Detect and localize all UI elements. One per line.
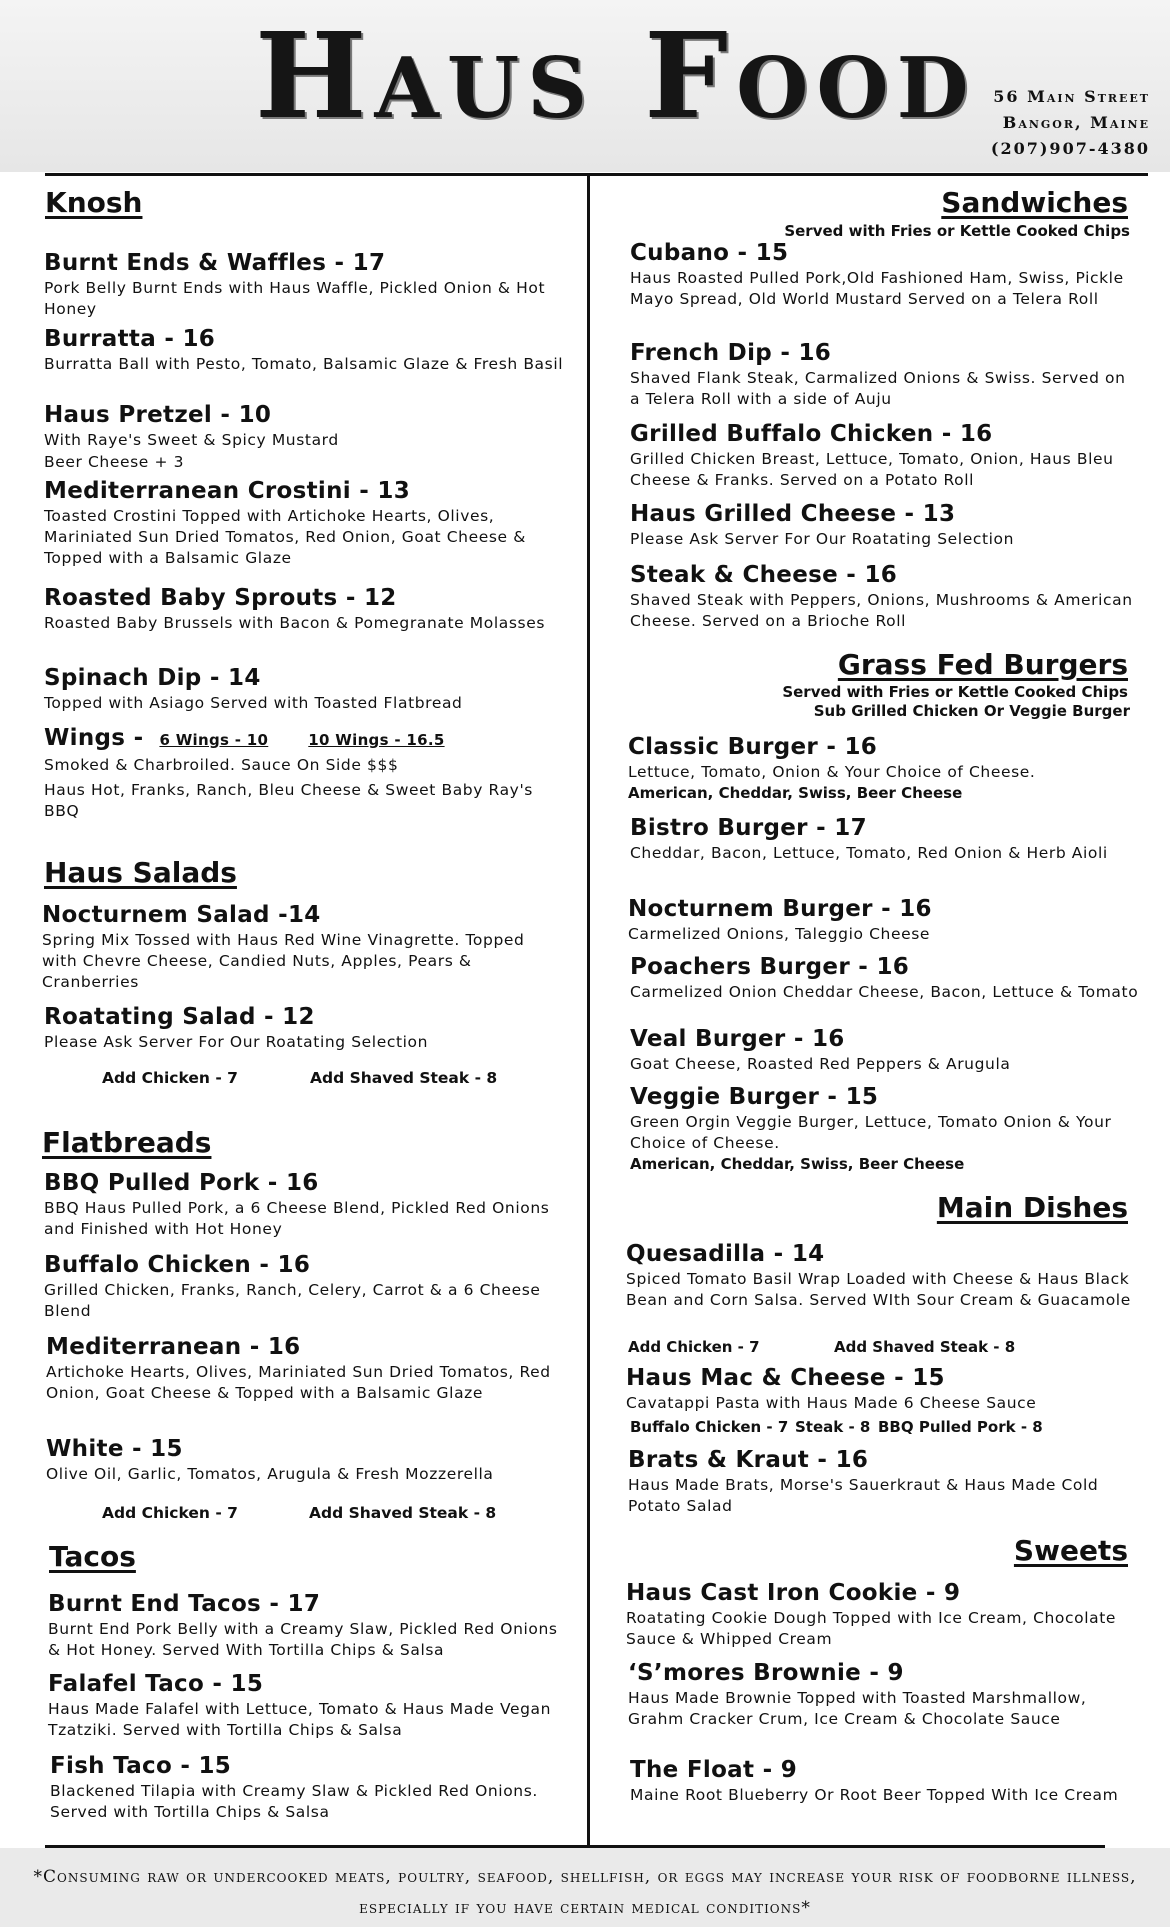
item-name: Veggie Burger - 15 — [630, 1084, 879, 1110]
item-description: Grilled Chicken, Franks, Ranch, Celery, Carrot & a 6 Cheese Blend — [44, 1281, 541, 1320]
menu-item — [626, 1364, 1140, 1414]
section-title-tacos: Tacos — [49, 1540, 136, 1573]
item-name: Nocturnem Burger - 16 — [628, 896, 932, 922]
item-description: Burratta Ball with Pesto, Tomato, Balsamic Glaze & Fresh Basil — [44, 355, 564, 373]
address-city: Bangor, Maine — [1002, 113, 1150, 132]
menu-item — [630, 239, 1140, 310]
item-description: Olive Oil, Garlic, Tomatos, Arugula & Fresh Mozzerella — [46, 1465, 494, 1483]
item-name: Cubano - 15 — [630, 240, 789, 266]
menu-item — [630, 1756, 1140, 1806]
addon-steak: Steak - 8 — [795, 1418, 871, 1436]
address-street: 56 Main Street — [993, 87, 1150, 106]
item-description: Carmelized Onion Cheddar Cheese, Bacon, Lettuce & Tomato — [630, 983, 1139, 1001]
item-description: Pork Belly Burnt Ends with Haus Waffle, Pickled Onion & Hot Honey — [44, 279, 546, 318]
wings-option-6: 6 Wings - 10 — [159, 731, 269, 749]
menu-item — [628, 733, 1140, 803]
item-name: BBQ Pulled Pork - 16 — [44, 1170, 319, 1196]
wings-option-10: 10 Wings - 16.5 — [308, 731, 445, 749]
menu-item — [630, 953, 1140, 1003]
item-cheese-options: American, Cheddar, Swiss, Beer Cheese — [630, 1155, 965, 1173]
restaurant-address — [991, 84, 1150, 162]
item-description: Spiced Tomato Basil Wrap Loaded with Cheese & Haus Black Bean and Corn Salsa. Served WIth Sour Cream & Guacamole — [626, 1270, 1131, 1309]
item-description: Carmelized Onions, Taleggio Cheese — [628, 925, 931, 943]
item-name: Haus Grilled Cheese - 13 — [630, 501, 956, 527]
burgers-sub-option: Sub Grilled Chicken Or Veggie Burger — [813, 702, 1130, 720]
address-phone: (207)907-4380 — [990, 139, 1150, 158]
menu-item — [44, 325, 564, 375]
menu-item — [44, 1003, 564, 1053]
item-description: Blackened Tilapia with Creamy Slaw & Pickled Red Onions. Served with Tortilla Chips & Salsa — [50, 1782, 538, 1821]
item-description: Please Ask Server For Our Roatating Selection — [44, 1033, 429, 1051]
menu-item — [44, 664, 564, 714]
menu-item — [628, 1446, 1140, 1517]
menu-item — [44, 401, 564, 473]
menu-header — [0, 0, 1170, 172]
item-name: Haus Mac & Cheese - 15 — [626, 1365, 945, 1391]
item-name: Wings - — [44, 725, 144, 751]
menu-item — [48, 1590, 564, 1661]
item-name: Haus Pretzel - 10 — [44, 402, 272, 428]
item-description: Spring Mix Tossed with Haus Red Wine Vinagrette. Topped with Chevre Cheese, Candied Nuts, Apples, Pears & Cranberries — [42, 931, 525, 991]
menu-item — [630, 339, 1140, 410]
menu-item-wings — [44, 724, 564, 822]
menu-item — [44, 1169, 564, 1240]
item-description: Burnt End Pork Belly with a Creamy Slaw, Pickled Red Onions & Hot Honey. Served With Tortilla Chips & Salsa — [48, 1620, 558, 1659]
item-description: Goat Cheese, Roasted Red Peppers & Arugula — [630, 1055, 1011, 1073]
menu-item — [630, 420, 1140, 491]
item-description: Maine Root Blueberry Or Root Beer Topped With Ice Cream — [630, 1786, 1119, 1804]
item-description: Shaved Steak with Peppers, Onions, Mushrooms & American Cheese. Served on a Brioche Roll — [630, 591, 1133, 630]
item-description: Toasted Crostini Topped with Artichoke Hearts, Olives, Mariniated Sun Dried Tomatos, Red Onion, Goat Cheese & Topped with a Balsamic Glaze — [44, 507, 526, 567]
item-description: Grilled Chicken Breast, Lettuce, Tomato, Onion, Haus Bleu Cheese & Franks. Served on a Potato Roll — [630, 450, 1114, 489]
item-description: Haus Made Falafel with Lettuce, Tomato & Haus Made Vegan Tzatziki. Served with Tortilla Chips & Salsa — [48, 1700, 552, 1739]
sandwiches-subtitle: Served with Fries or Kettle Cooked Chips — [784, 222, 1130, 240]
item-name: Veal Burger - 16 — [630, 1026, 845, 1052]
menu-item — [44, 584, 564, 634]
item-name: Steak & Cheese - 16 — [630, 562, 898, 588]
item-name: Burnt Ends & Waffles - 17 — [44, 250, 386, 276]
item-name: Roasted Baby Sprouts - 12 — [44, 585, 397, 611]
item-name: Grilled Buffalo Chicken - 16 — [630, 421, 993, 447]
item-name: Roatating Salad - 12 — [44, 1004, 315, 1030]
item-name: Mediterranean - 16 — [46, 1334, 301, 1360]
addon-chicken: Add Chicken - 7 — [102, 1504, 238, 1522]
addon-bbq-pork: BBQ Pulled Pork - 8 — [878, 1418, 1043, 1436]
item-description: BBQ Haus Pulled Pork, a 6 Cheese Blend, Pickled Red Onions and Finished with Hot Honey — [44, 1199, 550, 1238]
item-description: Haus Made Brats, Morse's Sauerkraut & Haus Made Cold Potato Salad — [628, 1476, 1099, 1515]
item-name: Brats & Kraut - 16 — [628, 1447, 869, 1473]
item-name: Burratta - 16 — [44, 326, 216, 352]
section-title-flatbreads: Flatbreads — [42, 1126, 212, 1159]
item-name: Nocturnem Salad -14 — [42, 902, 321, 928]
section-title-knosh: Knosh — [45, 186, 143, 219]
item-addon: Beer Cheese + 3 — [44, 453, 185, 471]
item-name: Buffalo Chicken - 16 — [44, 1252, 311, 1278]
footer — [0, 1848, 1170, 1927]
menu-item — [46, 1435, 564, 1485]
menu-item — [44, 249, 564, 320]
item-description: Artichoke Hearts, Olives, Mariniated Sun Dried Tomatos, Red Onion, Goat Cheese & Topped with a Balsamic Glaze — [46, 1363, 551, 1402]
disclaimer-line-2: especially if you have certain medical conditions* — [359, 1898, 811, 1918]
item-description: Cheddar, Bacon, Lettuce, Tomato, Red Onion & Herb Aioli — [630, 844, 1108, 862]
item-description: Shaved Flank Steak, Carmalized Onions & Swiss. Served on a Telera Roll with a side of Auju — [630, 369, 1126, 408]
menu-item — [44, 1251, 564, 1322]
addon-chicken: Add Chicken - 7 — [102, 1069, 238, 1087]
header-divider — [45, 173, 1148, 176]
section-title-salads: Haus Salads — [44, 856, 237, 889]
menu-item — [46, 1333, 564, 1404]
item-name: Poachers Burger - 16 — [630, 954, 910, 980]
item-name: Burnt End Tacos - 17 — [48, 1591, 321, 1617]
menu-item — [630, 500, 1140, 550]
menu-item — [630, 814, 1140, 864]
item-description: Please Ask Server For Our Roatating Selection — [630, 530, 1015, 548]
item-description: Haus Roasted Pulled Pork,Old Fashioned Ham, Swiss, Pickle Mayo Spread, Old World Mustard Served on a Telera Roll — [630, 269, 1124, 308]
menu-item — [48, 1670, 564, 1741]
item-name: ‘S’mores Brownie - 9 — [628, 1660, 904, 1686]
item-description: Green Orgin Veggie Burger, Lettuce, Tomato Onion & Your Choice of Cheese. — [630, 1113, 1112, 1152]
item-description: Lettuce, Tomato, Onion & Your Choice of Cheese. — [628, 763, 1036, 781]
addon-steak: Add Shaved Steak - 8 — [309, 1504, 497, 1522]
item-description: Roatating Cookie Dough Topped with Ice Cream, Chocolate Sauce & Whipped Cream — [626, 1609, 1117, 1648]
menu-item — [628, 895, 1140, 945]
menu-item — [630, 1083, 1140, 1174]
item-name: Quesadilla - 14 — [626, 1241, 825, 1267]
menu-item — [630, 561, 1140, 632]
item-name: French Dip - 16 — [630, 340, 832, 366]
item-description: Smoked & Charbroiled. Sauce On Side $$$ — [44, 756, 399, 774]
addon-chicken: Add Chicken - 7 — [628, 1338, 760, 1356]
item-name: Falafel Taco - 15 — [48, 1671, 264, 1697]
addon-steak: Add Shaved Steak - 8 — [310, 1069, 498, 1087]
item-cheese-options: American, Cheddar, Swiss, Beer Cheese — [628, 784, 963, 802]
item-name: Fish Taco - 15 — [50, 1753, 232, 1779]
addon-steak: Add Shaved Steak - 8 — [834, 1338, 1016, 1356]
burgers-subtitle: Served with Fries or Kettle Cooked Chips — [782, 683, 1128, 701]
item-name: Spinach Dip - 14 — [44, 665, 261, 691]
item-name: White - 15 — [46, 1436, 183, 1462]
item-name: Bistro Burger - 17 — [630, 815, 867, 841]
item-name: Classic Burger - 16 — [628, 734, 878, 760]
addon-buffalo-chicken: Buffalo Chicken - 7 — [630, 1418, 789, 1436]
item-description: Topped with Asiago Served with Toasted Flatbread — [44, 694, 463, 712]
restaurant-logo-title: Haus Food — [255, 6, 977, 145]
section-title-main-dishes: Main Dishes — [936, 1191, 1128, 1224]
menu-item — [50, 1752, 564, 1823]
menu-item — [628, 1659, 1140, 1730]
menu-item — [630, 1025, 1140, 1075]
item-description: Haus Made Brownie Topped with Toasted Marshmallow, Grahm Cracker Crum, Ice Cream & Chocolate Sauce — [628, 1689, 1087, 1728]
food-safety-disclaimer — [0, 1862, 1170, 1924]
section-title-burgers: Grass Fed Burgers — [837, 648, 1128, 681]
item-name: Haus Cast Iron Cookie - 9 — [626, 1580, 961, 1606]
section-title-sandwiches: Sandwiches — [941, 186, 1128, 219]
item-description: Roasted Baby Brussels with Bacon & Pomegranate Molasses — [44, 614, 546, 632]
item-name: The Float - 9 — [630, 1757, 798, 1783]
disclaimer-line-1: *Consuming raw or undercooked meats, poultry, seafood, shellfish, or eggs may increase your risk of foodborne illness, — [33, 1867, 1137, 1887]
menu-item — [44, 477, 564, 569]
item-description: Cavatappi Pasta with Haus Made 6 Cheese Sauce — [626, 1394, 1037, 1412]
item-description: With Raye's Sweet & Spicy Mustard — [44, 431, 339, 449]
item-sauces: Haus Hot, Franks, Ranch, Bleu Cheese & Sweet Baby Ray's BBQ — [44, 781, 533, 820]
section-title-sweets: Sweets — [1013, 1534, 1128, 1567]
menu-item — [626, 1240, 1140, 1311]
menu-item — [42, 901, 562, 993]
menu-item — [626, 1579, 1140, 1650]
column-divider — [587, 173, 590, 1845]
item-name: Mediterranean Crostini - 13 — [44, 478, 411, 504]
